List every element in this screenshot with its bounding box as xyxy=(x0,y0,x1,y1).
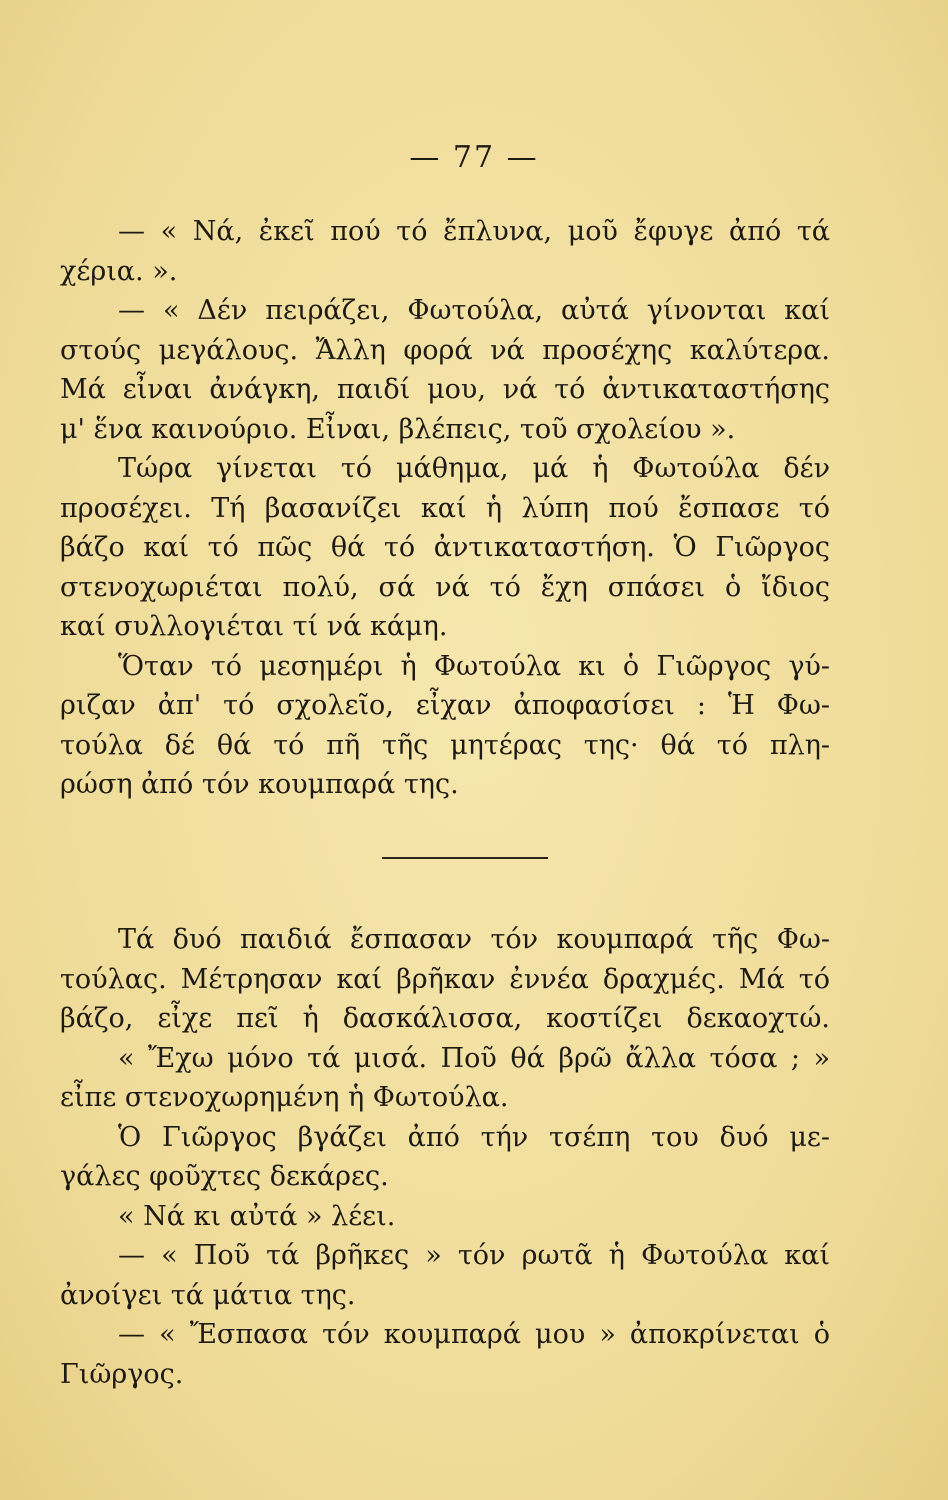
text-line: καί συλλογιέται τί νά κάμη. xyxy=(60,611,448,642)
text-line: προσέχει. Τή βασανίζει καί ἡ λύπη πού ἔσπασε τό xyxy=(60,492,830,524)
text-line: — « Δέν πειράζει, Φωτούλα, αὐτά γίνονται καί xyxy=(118,295,830,326)
text-line: — « Ἔσπασα τόν κουμπαρά μου » ἀποκρίνεται ὁ xyxy=(118,1319,830,1350)
text-line: ἀνοίγει τά μάτια της. xyxy=(60,1279,356,1311)
page-number: — 77 — xyxy=(409,140,539,175)
text-line: — « Νά, ἐκεῖ πού τό ἔπλυνα, μοῦ ἔφυγε ἀπό τά xyxy=(118,216,830,247)
text-line: « Ἔχω μόνο τά μισά. Ποῦ θά βρῶ ἄλλα τόσα ; » xyxy=(118,1042,830,1074)
text-line: στενοχωριέται πολύ, σά νά τό ἔχη σπάσει ὁ ἴδιος xyxy=(60,571,830,603)
text-line: τούλας. Μέτρησαν καί βρῆκαν ἐννέα δραχμές. Μά τό xyxy=(60,963,830,995)
text-line: — « Ποῦ τά βρῆκες » τόν ρωτᾶ ἡ Φωτούλα καί xyxy=(118,1240,830,1271)
text-line: ρώση ἀπό τόν κουμπαρά της. xyxy=(60,769,459,800)
text-line: βάζο, εἶχε πεῖ ἡ δασκάλισσα, κοστίζει δεκαοχτώ. xyxy=(60,1003,830,1034)
text-line: εἶπε στενοχωρημένη ἡ Φωτούλα. xyxy=(60,1082,509,1113)
text-line: στούς μεγάλους. Ἄλλη φορά νά προσέχης καλύτερα. xyxy=(60,334,830,366)
text-line: γάλες φοῦχτες δεκάρες. xyxy=(60,1161,389,1192)
text-line: Τώρα γίνεται τό μάθημα, μά ἡ Φωτούλα δέν xyxy=(118,453,830,484)
text-line: Ὁ Γιῶργος βγάζει ἀπό τήν τσέπη του δυό με- xyxy=(118,1121,830,1153)
text-line: « Νά κι αὐτά » λέει. xyxy=(118,1200,396,1232)
text-line: Γιῶργος. xyxy=(60,1358,184,1390)
text-line: χέρια. ». xyxy=(60,255,178,287)
text-line: βάζο καί τό πῶς θά τό ἀντικαταστήση. Ὁ Γιῶργος xyxy=(60,532,830,563)
paragraph-block-1 xyxy=(60,212,830,805)
text-line: Ὅταν τό μεσημέρι ἡ Φωτούλα κι ὁ Γιῶργος γύ- xyxy=(118,650,830,682)
text-line: Μά εἶναι ἀνάγκη, παιδί μου, νά τό ἀντικαταστήσης xyxy=(60,374,830,405)
paragraph-block-2 xyxy=(60,920,830,1394)
text-line: μ' ἕνα καινούριο. Εἶναι, βλέπεις, τοῦ σχολείου ». xyxy=(60,413,736,445)
text-line: ριζαν ἀπ' τό σχολεῖο, εἶχαν ἀποφασίσει : Ἡ Φω- xyxy=(60,690,830,721)
text-line: Τά δυό παιδιά ἔσπασαν τόν κουμπαρά τῆς Φω- xyxy=(118,924,830,955)
text-line: τούλα δέ θά τό πῆ τῆς μητέρας της· θά τό πλη- xyxy=(60,729,830,761)
section-divider xyxy=(382,857,548,859)
